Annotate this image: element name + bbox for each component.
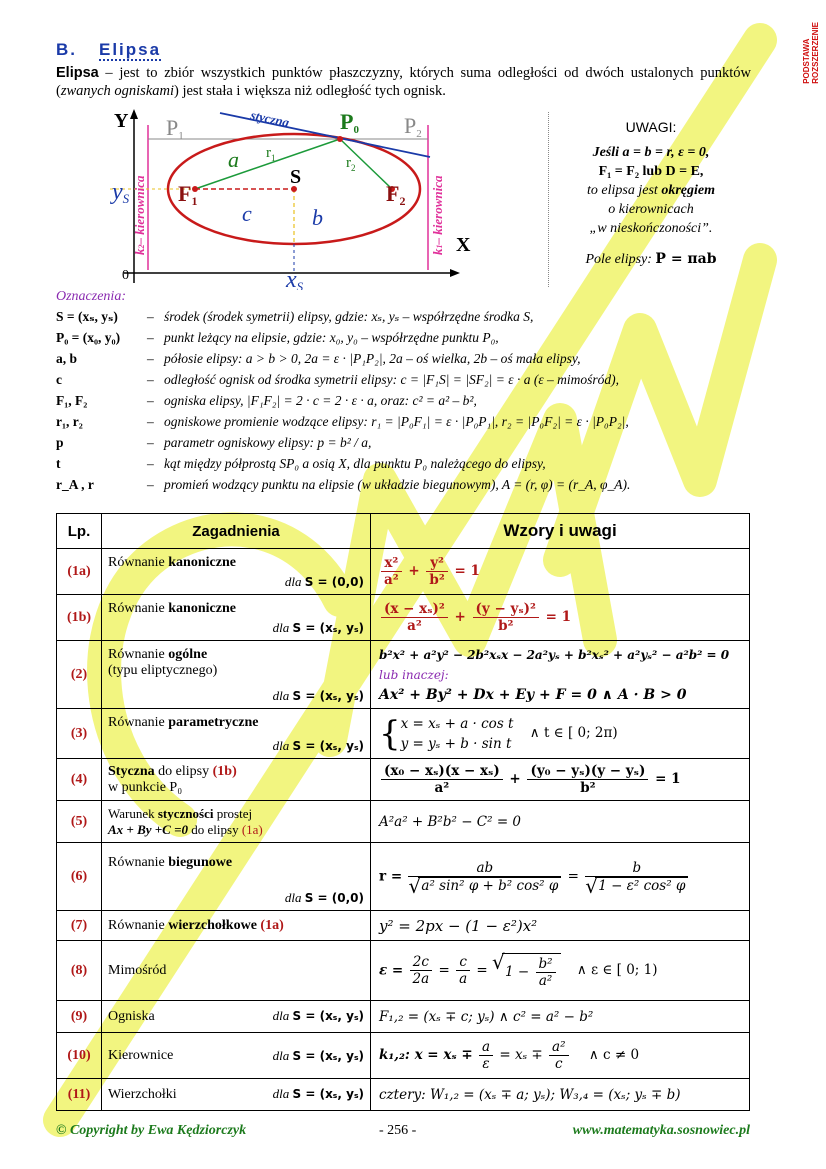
table-row: (11) Wierzchołki dla S = (xₛ, yₛ) cztery: W₁,₂ = (xₛ ∓ a; yₛ); W₃,₄ = (xₛ; yₛ ∓ b) bbox=[57, 1079, 750, 1111]
s-label: S bbox=[290, 166, 302, 188]
f1-label: F1 bbox=[178, 181, 198, 208]
copyright: © Copyright by Ewa Kędziorczyk bbox=[56, 1123, 247, 1138]
directrix-right-label: k1– kierownica bbox=[430, 175, 445, 255]
table-row: (8) Mimośród ε = $\frac{2c}{2a}$ = $\frac{c}{a}$ = √ 1 − $\frac{\text{b²}}{\text{a²}}$ ∧ ε ∈ [ 0; 1) bbox=[57, 941, 750, 1001]
table-row: (7) Równanie wierzchołkowe (1a) y² = 2px − (1 − ε²)x² bbox=[57, 911, 750, 941]
section-title: Elipsa bbox=[99, 40, 162, 59]
intro-paragraph: Elipsa – jest to zbiór wszystkich punktów płaszczyzny, których suma odległości od dwóch ustalonych punktów (zwanych ogniskami) jest stała i większa niż odległość tych ognisk. bbox=[56, 65, 751, 99]
tangent-label: styczna bbox=[249, 107, 291, 131]
table-row: (5) Warunek styczności prostej Ax + By +C =0 do elipsy (1a) A²a² + B²b² − C² = 0 bbox=[57, 801, 750, 843]
p1-label: P1 bbox=[166, 115, 184, 142]
p2-label: P2 bbox=[404, 113, 422, 140]
table-row: (4) Styczna do elipsy (1b) w punkcie P₀ $\frac{\text{(x₀ − xₛ)(x − xₛ)}}{\text{a²}}$ + $\frac{\text{(y₀ − yₛ)(y − yₛ)}}{\text{b²}}$ = 1 bbox=[57, 759, 750, 801]
table-row: (10) Kierownice dla S = (xₛ, yₛ) k₁,₂: x = xₛ ∓ $\frac{a}{\varepsilon}$ = xₛ ∓ $\frac{\text{a²}}{c}$ ∧ c ≠ 0 bbox=[57, 1033, 750, 1079]
notes-title: UWAGI: bbox=[625, 119, 677, 135]
notation-label: Oznaczenia: bbox=[56, 289, 126, 304]
a-label: a bbox=[228, 147, 239, 172]
r1-label: $r_1$ bbox=[266, 145, 276, 163]
section-letter: B. bbox=[56, 40, 77, 59]
intro-term: Elipsa bbox=[56, 65, 99, 81]
table-row: (2) Równanie ogólne (typu eliptycznego) dla S = (xₛ, yₛ) b²x² + a²y² − 2b²xₛx − 2a²yₛ + b²xₛ² + a²yₛ² − a²b² = 0 lub inaczej: Ax² + By² + Dx + Ey + F = 0 ∧ A · B > 0 bbox=[57, 641, 750, 709]
section-heading bbox=[56, 40, 161, 60]
definition-row: r_A , r – promień wodzący punktu na elipsie (w układzie biegunowym), A = (r, φ) = (r_A, φ_A). bbox=[56, 477, 631, 492]
definition-row: P₀ = (x₀, y₀) – punkt leżący na elipsie, gdzie: x₀, y₀ – współrzędne punktu P₀, bbox=[56, 330, 499, 345]
definition-row: c – odległość ognisk od środka symetrii elipsy: c = |F₁S| = |SF₂| = ε · a (ε – mimośród), bbox=[56, 372, 620, 387]
ellipse-diagram bbox=[100, 105, 520, 290]
definition-row: p – parametr ogniskowy elipsy: p = b² / a, bbox=[56, 435, 372, 450]
definitions-list bbox=[56, 309, 756, 498]
f2-label: F2 bbox=[386, 181, 406, 208]
origin-label: 0 bbox=[122, 268, 129, 283]
y-axis-label: Y bbox=[114, 110, 129, 132]
r2-label: $r_2$ bbox=[346, 155, 356, 173]
definition-row: t – kąt między półprostą SP₀ a osią X, dla punktu P₀ należącego do elipsy, bbox=[56, 456, 546, 471]
definition-row: S = (xₛ, yₛ) – środek (środek symetrii) elipsy, gdzie: xₛ, yₛ – współrzędne środka S, bbox=[56, 309, 534, 324]
side-label: PODSTAWA ROZSZERZENIE bbox=[802, 22, 820, 84]
table-row: (3) Równanie parametryczne dla S = (xₛ, yₛ) { x = xₛ + a · cos t y = yₛ + b · sin t ∧ t ∈ [ 0; 2π) bbox=[57, 709, 750, 759]
definition-row: r₁, r₂ – ogniskowe promienie wodzące elipsy: r₁ = |P₀F₁| = ε · |P₀P₁|, r₂ = |P₀F₂| = ε · |P₀P₂|, bbox=[56, 414, 629, 429]
directrix-left-label: k2– kierownica bbox=[132, 175, 147, 255]
b-label: b bbox=[312, 205, 323, 230]
table-row: (9) Ogniska dla S = (xₛ, yₛ) F₁,₂ = (xₛ ∓ c; yₛ) ∧ c² = a² − b² bbox=[57, 1001, 750, 1033]
ys-label: yS bbox=[112, 179, 130, 206]
page-number: - 256 - bbox=[379, 1123, 417, 1138]
table-row: (6) Równanie biegunowe dla S = (0,0) r = ab √ a² sin² φ + b² cos² φ = b √ 1 − ε² cos² φ bbox=[57, 843, 750, 911]
definition-row: F₁, F₂ – ogniska elipsy, |F₁F₂| = 2 · c = 2 · ε · a, oraz: c² = a² – b², bbox=[56, 393, 477, 408]
website-link[interactable]: www.matematyka.sosnowiec.pl bbox=[572, 1123, 750, 1138]
table-header: Lp. Zagadnienia Wzory i uwagi bbox=[57, 514, 750, 549]
table-row: (1a) Równanie kanoniczne dla S = (0,0) $\frac{\text{x²}}{\text{a²}}$ + $\frac{\text{y²}}{\text{b²}}$ = 1 bbox=[57, 549, 750, 595]
notes-box: UWAGI: Jeśli a = b = r, ε = 0, F₁ = F₂ lub D = E, to elipsa jest okręgiem o kierownicach „w nieskończoności”. Pole elipsy: P = πab bbox=[548, 112, 753, 287]
xs-label: xS bbox=[286, 267, 304, 290]
x-axis-label: X bbox=[456, 234, 471, 256]
table-row: (1b) Równanie kanoniczne dla S = (xₛ, yₛ) $\frac{\text{(x − xₛ)²}}{\text{a²}}$ + $\frac{\text{(y − yₛ)²}}{\text{b²}}$ = 1 bbox=[57, 595, 750, 641]
formulas-table bbox=[56, 513, 750, 1111]
p0-label: P0 bbox=[340, 109, 359, 136]
c-label: c bbox=[242, 201, 252, 226]
definition-row: a, b – półosie elipsy: a > b > 0, 2a = ε · |P₁P₂|, 2a – oś wielka, 2b – oś mała elipsy, bbox=[56, 351, 581, 366]
